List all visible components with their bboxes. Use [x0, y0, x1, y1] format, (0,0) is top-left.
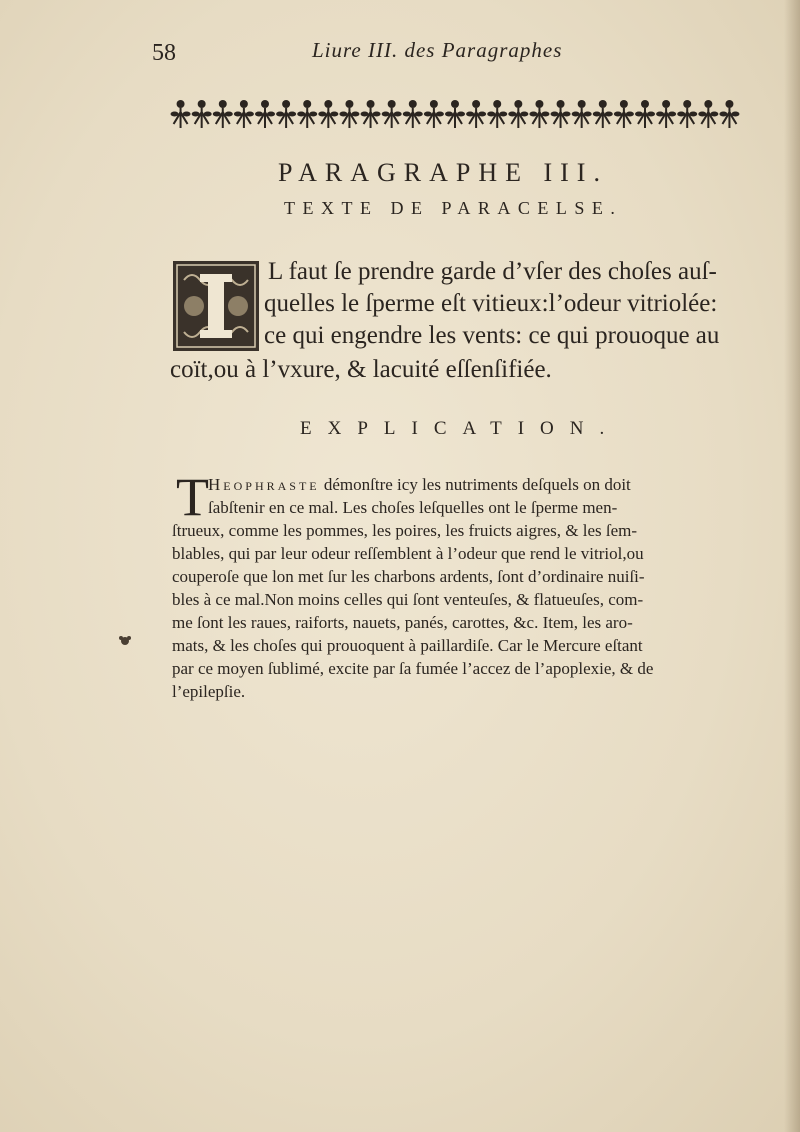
fleuron-icon	[382, 100, 402, 128]
fleuron-icon	[656, 100, 676, 128]
fleuron-icon	[719, 100, 739, 128]
fleuron-band-icon	[170, 92, 740, 134]
fleuron-icon	[171, 100, 191, 128]
fleuron-icon	[255, 100, 275, 128]
author-name: Heophraste	[208, 475, 320, 494]
fleuron-icon	[572, 100, 592, 128]
fleuron-icon	[698, 100, 718, 128]
text-line: quelles le ſperme eſt vitieux:l’odeur vitriolée:	[264, 290, 718, 317]
text-line: ce qui engendre les vents: ce qui prouoque au	[264, 322, 720, 349]
paragraph-first-line	[208, 475, 631, 495]
text-line: mats, & les choſes qui prouoquent à paillardiſe. Car le Mercure eſtant	[172, 636, 643, 655]
fleuron-icon	[508, 100, 528, 128]
fleuron-icon	[234, 100, 254, 128]
running-title: Liure III. des Paragraphes	[312, 38, 563, 62]
text-line: par ce moyen ſublimé, excite par ſa fumée l’accez de l’apoplexie, & de	[172, 659, 654, 678]
fleuron-icon	[487, 100, 507, 128]
text-line: couperoſe que lon met ſur les charbons ardents, ſont d’ordinaire nuiſi-	[172, 567, 645, 586]
text-line: ſabſtenir en ce mal. Les choſes leſquelles ont le ſperme men-	[208, 498, 618, 517]
explication-heading: EXPLICATION.	[300, 418, 621, 439]
fleuron-icon	[318, 100, 338, 128]
fleuron-icon	[424, 100, 444, 128]
section-heading: PARAGRAPHE III.	[278, 158, 608, 187]
fleuron-icon	[361, 100, 381, 128]
text-line: ſtrueux, comme les pommes, les poires, les fruicts aigres, & les ſem-	[172, 521, 638, 540]
ink-blot-icon	[118, 634, 132, 648]
fleuron-icon	[529, 100, 549, 128]
fleuron-icon	[213, 100, 233, 128]
fleuron-icon	[551, 100, 571, 128]
fleuron-icon	[677, 100, 697, 128]
fleuron-icon	[445, 100, 465, 128]
text-line: l’epilepſie.	[172, 682, 246, 701]
fleuron-icon	[466, 100, 486, 128]
fleuron-icon	[276, 100, 296, 128]
page-number: 58	[152, 40, 176, 66]
text-line: bles à ce mal.Non moins celles qui ſont venteuſes, & flatueuſes, com-	[172, 590, 644, 609]
initial-letter: T	[176, 467, 209, 527]
text-line: coït,ou à l’vxure, & lacuité eſſenſifiée.	[170, 356, 552, 383]
text-line: blables, qui par leur odeur reſſemblent à l’odeur que rend le vitriol,ou	[172, 544, 644, 563]
first-line-rest: démonſtre icy les nutriments deſquels on doit	[319, 475, 631, 494]
page-edge-shadow	[784, 0, 800, 1132]
fleuron-icon	[614, 100, 634, 128]
decorated-initial-icon	[172, 260, 260, 352]
fleuron-icon	[635, 100, 655, 128]
fleuron-icon	[297, 100, 317, 128]
fleuron-icon	[339, 100, 359, 128]
text-line: L faut ſe prendre garde d’vſer des choſes auſ-	[268, 258, 717, 285]
section-subheading: TEXTE DE PARACELSE.	[284, 198, 623, 218]
fleuron-icon	[403, 100, 423, 128]
fleuron-icon	[192, 100, 212, 128]
text-line: me ſont les raues, raiforts, nauets, panés, carottes, &c. Item, les aro-	[172, 613, 633, 632]
fleuron-icon	[593, 100, 613, 128]
